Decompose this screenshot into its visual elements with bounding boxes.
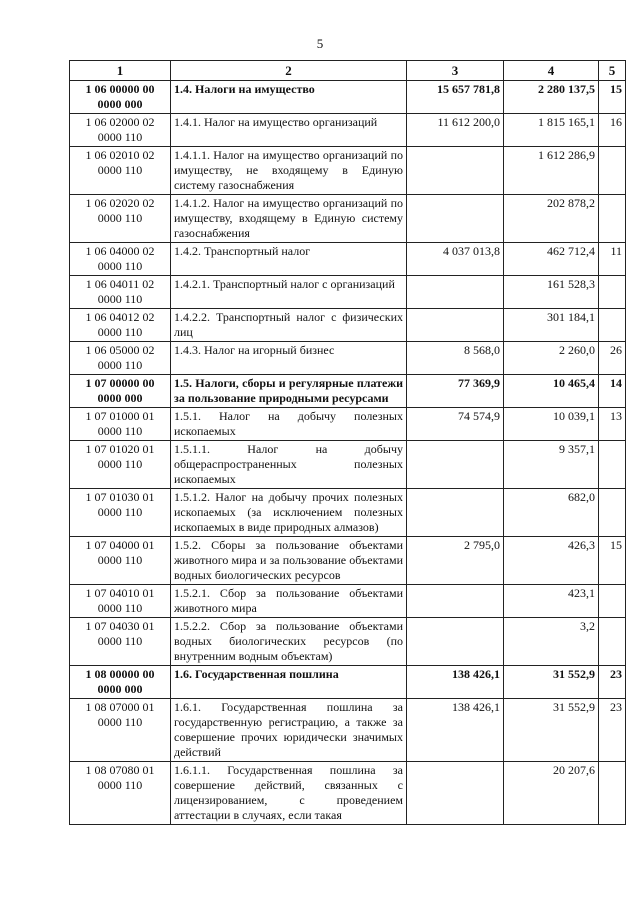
value-col4-cell: 682,0 [504, 489, 599, 537]
value-col4-cell: 10 039,1 [504, 408, 599, 441]
code-cell: 1 06 04000 02 0000 110 [70, 243, 171, 276]
value-col4-cell: 426,3 [504, 537, 599, 585]
code-cell: 1 06 04011 02 0000 110 [70, 276, 171, 309]
table-row [70, 762, 626, 825]
value-col4-cell: 1 815 165,1 [504, 114, 599, 147]
name-cell: 1.5. Налоги, сборы и регулярные платежи за пользование природными ресурсами [171, 375, 407, 408]
value-col5-cell [599, 489, 626, 537]
value-col3-cell [407, 762, 504, 825]
value-col5-cell [599, 195, 626, 243]
value-col3-cell [407, 618, 504, 666]
value-col4-cell: 3,2 [504, 618, 599, 666]
value-col4-cell: 9 357,1 [504, 441, 599, 489]
table-row [70, 585, 626, 618]
table-row [70, 147, 626, 195]
code-cell: 1 06 00000 00 0000 000 [70, 81, 171, 114]
name-cell: 1.4.2. Транспортный налог [171, 243, 407, 276]
value-col5-cell [599, 618, 626, 666]
page-number: 5 [316, 36, 324, 51]
table-row [70, 408, 626, 441]
table-row [70, 666, 626, 699]
value-col3-cell: 11 612 200,0 [407, 114, 504, 147]
table-row [70, 81, 626, 114]
budget-table [69, 60, 626, 825]
value-col5-cell [599, 309, 626, 342]
table-row [70, 195, 626, 243]
code-cell: 1 07 04010 01 0000 110 [70, 585, 171, 618]
code-cell: 1 07 01000 01 0000 110 [70, 408, 171, 441]
name-cell: 1.4.3. Налог на игорный бизнес [171, 342, 407, 375]
value-col4-cell: 31 552,9 [504, 666, 599, 699]
value-col5-cell: 14 [599, 375, 626, 408]
table-row [70, 375, 626, 408]
value-col4-cell: 161 528,3 [504, 276, 599, 309]
value-col4-cell: 2 260,0 [504, 342, 599, 375]
value-col3-cell [407, 276, 504, 309]
value-col3-cell [407, 585, 504, 618]
value-col5-cell: 11 [599, 243, 626, 276]
value-col3-cell [407, 489, 504, 537]
value-col4-cell: 301 184,1 [504, 309, 599, 342]
column-header: 4 [504, 61, 599, 81]
name-cell: 1.6.1.1. Государственная пошлина за совершение действий, связанных с лицензированием, с проведением аттестации в случаях, если такая [171, 762, 407, 825]
code-cell: 1 06 05000 02 0000 110 [70, 342, 171, 375]
table-row [70, 243, 626, 276]
name-cell: 1.4. Налоги на имущество [171, 81, 407, 114]
value-col4-cell: 462 712,4 [504, 243, 599, 276]
value-col5-cell: 23 [599, 699, 626, 762]
value-col5-cell: 16 [599, 114, 626, 147]
table-row [70, 276, 626, 309]
value-col3-cell: 74 574,9 [407, 408, 504, 441]
value-col3-cell [407, 441, 504, 489]
name-cell: 1.6. Государственная пошлина [171, 666, 407, 699]
value-col4-cell: 10 465,4 [504, 375, 599, 408]
value-col3-cell: 138 426,1 [407, 666, 504, 699]
value-col3-cell: 77 369,9 [407, 375, 504, 408]
value-col3-cell: 2 795,0 [407, 537, 504, 585]
table-row [70, 342, 626, 375]
name-cell: 1.4.1. Налог на имущество организаций [171, 114, 407, 147]
table-row [70, 618, 626, 666]
value-col3-cell [407, 195, 504, 243]
code-cell: 1 07 04000 01 0000 110 [70, 537, 171, 585]
column-header: 2 [171, 61, 407, 81]
name-cell: 1.5.2.1. Сбор за пользование объектами животного мира [171, 585, 407, 618]
code-cell: 1 07 01020 01 0000 110 [70, 441, 171, 489]
name-cell: 1.5.1.1. Налог на добычу общераспространенных полезных ископаемых [171, 441, 407, 489]
table-row [70, 114, 626, 147]
value-col3-cell: 138 426,1 [407, 699, 504, 762]
name-cell: 1.6.1. Государственная пошлина за государственную регистрацию, а также за совершение прочих юридически значимых действий [171, 699, 407, 762]
table-row [70, 309, 626, 342]
value-col3-cell [407, 147, 504, 195]
code-cell: 1 06 02020 02 0000 110 [70, 195, 171, 243]
name-cell: 1.4.2.1. Транспортный налог с организаций [171, 276, 407, 309]
value-col5-cell: 26 [599, 342, 626, 375]
value-col5-cell [599, 276, 626, 309]
code-cell: 1 07 01030 01 0000 110 [70, 489, 171, 537]
code-cell: 1 06 04012 02 0000 110 [70, 309, 171, 342]
value-col4-cell: 2 280 137,5 [504, 81, 599, 114]
code-cell: 1 08 07080 01 0000 110 [70, 762, 171, 825]
table-row [70, 699, 626, 762]
name-cell: 1.4.1.1. Налог на имущество организаций по имуществу, не входящему в Единую систему газоснабжения [171, 147, 407, 195]
value-col3-cell: 8 568,0 [407, 342, 504, 375]
column-header: 3 [407, 61, 504, 81]
column-header: 1 [70, 61, 171, 81]
name-cell: 1.5.1.2. Налог на добычу прочих полезных ископаемых (за исключением полезных ископаемых в виде природных алмазов) [171, 489, 407, 537]
value-col5-cell [599, 585, 626, 618]
code-cell: 1 07 04030 01 0000 110 [70, 618, 171, 666]
value-col4-cell: 1 612 286,9 [504, 147, 599, 195]
name-cell: 1.5.2. Сборы за пользование объектами животного мира и за пользование объектами водных биологических ресурсов [171, 537, 407, 585]
table-row [70, 489, 626, 537]
value-col4-cell: 31 552,9 [504, 699, 599, 762]
code-cell: 1 07 00000 00 0000 000 [70, 375, 171, 408]
value-col3-cell [407, 309, 504, 342]
name-cell: 1.5.1. Налог на добычу полезных ископаемых [171, 408, 407, 441]
value-col5-cell [599, 441, 626, 489]
value-col4-cell: 423,1 [504, 585, 599, 618]
table-row [70, 441, 626, 489]
code-cell: 1 08 07000 01 0000 110 [70, 699, 171, 762]
value-col3-cell: 4 037 013,8 [407, 243, 504, 276]
code-cell: 1 06 02010 02 0000 110 [70, 147, 171, 195]
value-col5-cell [599, 762, 626, 825]
value-col5-cell [599, 147, 626, 195]
name-cell: 1.5.2.2. Сбор за пользование объектами водных биологических ресурсов (по внутренним водным объектам) [171, 618, 407, 666]
name-cell: 1.4.2.2. Транспортный налог с физических лиц [171, 309, 407, 342]
value-col3-cell: 15 657 781,8 [407, 81, 504, 114]
value-col4-cell: 202 878,2 [504, 195, 599, 243]
table-row [70, 537, 626, 585]
value-col5-cell: 15 [599, 537, 626, 585]
value-col5-cell: 15 [599, 81, 626, 114]
column-header: 5 [599, 61, 626, 81]
value-col5-cell: 13 [599, 408, 626, 441]
name-cell: 1.4.1.2. Налог на имущество организаций по имуществу, входящему в Единую систему газоснабжения [171, 195, 407, 243]
value-col4-cell: 20 207,6 [504, 762, 599, 825]
value-col5-cell: 23 [599, 666, 626, 699]
table-header-row [70, 61, 626, 81]
code-cell: 1 06 02000 02 0000 110 [70, 114, 171, 147]
code-cell: 1 08 00000 00 0000 000 [70, 666, 171, 699]
